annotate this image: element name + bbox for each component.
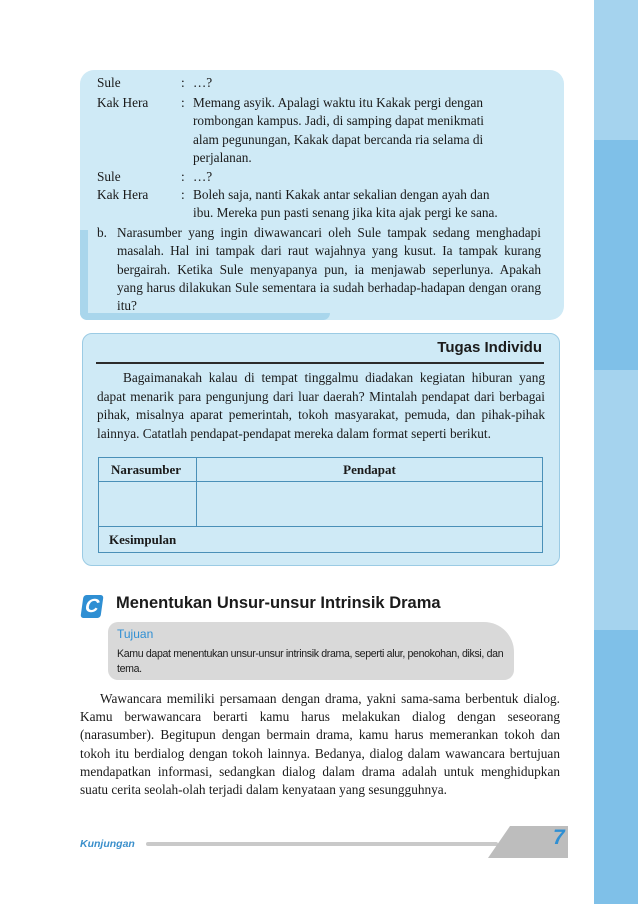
speaker-name: Sule <box>97 75 121 90</box>
question-marker: b. <box>97 225 107 240</box>
page-number: 7 <box>553 826 565 849</box>
dialogue-text: …? <box>193 75 213 90</box>
tujuan-text: Kamu dapat menentukan unsur-unsur intrinsik drama, seperti alur, penokohan, diksi, dan tema. <box>117 648 504 675</box>
question-text: Narasumber yang ingin diwawancari oleh Sule tampak sedang menghadapi masalah. Hal ini tampak dari raut wajahnya yang kusut. Ia tampak kurang bergairah. Ketika Sule menyapanya pun, ia menjawab seperlunya. Apakah yang harus dilakukan Sule sementara ia sudah berhadap-hadapan dengan orang itu? <box>117 225 541 314</box>
table-cell-empty <box>99 482 197 527</box>
section-paragraph: Wawancara memiliki persamaan dengan drama, yakni sama-sama berbentuk dialog. Kamu berwawancara berarti kamu harus melakukan dialog dengan seseorang (narasumber). Begitupun dengan bermain drama, kamu harus memerankan tokoh dan tokoh itu berdialog dengan tokoh lainnya. Bedanya, dialog dalam wawancara bertujuan mendapatkan informasi, sedangkan dialog dalam drama adalah untuk menghidupkan suatu cerita seolah-olah terjadi dalam kenyataan yang sesungguhnya. <box>80 691 560 798</box>
speaker-name: Kak Hera <box>97 95 149 110</box>
tugas-paragraph: Bagaimanakah kalau di tempat tinggalmu diadakan kegiatan hiburan yang dapat menarik para pengunjung dari luar daerah? Mintalah pendapat dari berbagai pihak, misalnya aparat pemerintah, tokoh masyarakat, pemuda, dan pihak-pihak lainnya. Catatlah pendapat-pendapat mereka dalam format seperti berikut. <box>97 370 545 441</box>
dialogue-box-shadow <box>80 230 88 320</box>
speaker-name: Sule <box>97 169 121 184</box>
table-row-kesimpulan: Kesimpulan <box>99 527 543 553</box>
question-b <box>97 224 541 314</box>
tugas-title: Tugas Individu <box>437 339 542 356</box>
speaker-name: Kak Hera <box>97 187 149 202</box>
column-header-pendapat: Pendapat <box>197 458 543 482</box>
decorative-edge <box>594 0 638 904</box>
footer-book-title: Kunjungan <box>80 838 135 850</box>
table-cell-empty <box>197 482 543 527</box>
dialogue-text: …? <box>193 169 213 184</box>
section-letter-badge: C <box>80 595 103 618</box>
section-title: Menentukan Unsur-unsur Intrinsik Drama <box>116 594 441 612</box>
column-header-narasumber: Narasumber <box>99 458 197 482</box>
opinion-table <box>98 457 543 553</box>
dialogue-text: Memang asyik. Apalagi waktu itu Kakak pergi dengan rombongan kampus. Jadi, di samping dapat menikmati alam pegunungan, Kakak dapat bercanda ria selama di perjalanan. <box>193 95 485 165</box>
title-divider <box>96 362 544 364</box>
dialogue-text: Boleh saja, nanti Kakak antar sekalian dengan ayah dan ibu. Mereka pun pasti senang jika kita ajak pergi ke sana. <box>193 187 498 221</box>
footer-divider <box>146 842 498 846</box>
tujuan-label: Tujuan <box>117 627 154 641</box>
